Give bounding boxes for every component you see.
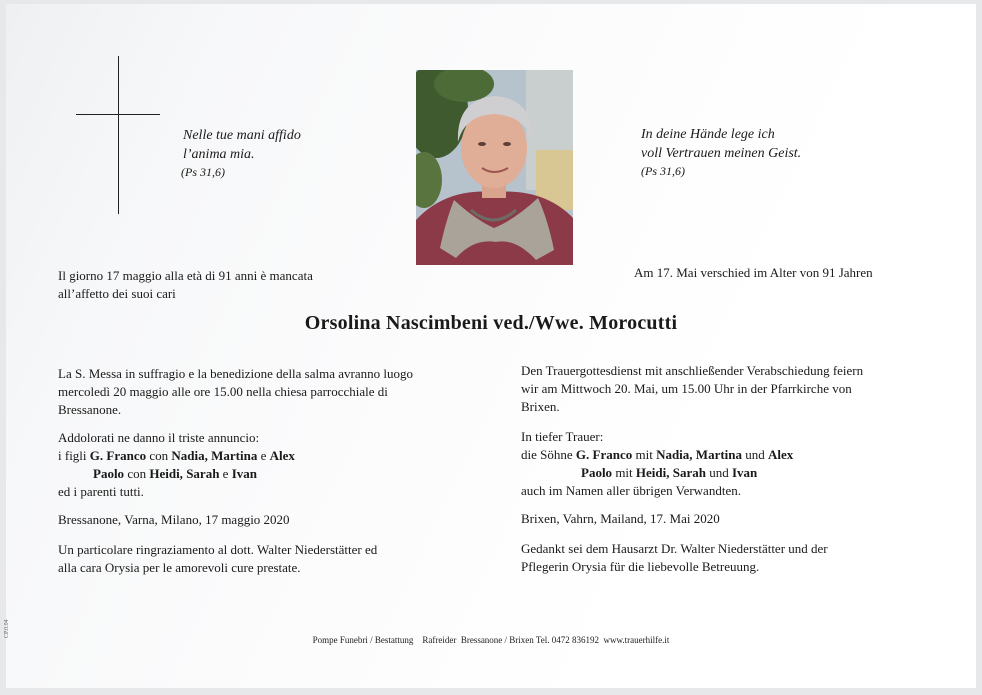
word-con: con	[127, 466, 147, 481]
mass-german-line2: wir am Mittwoch 20. Mai, um 15.00 Uhr in der Pfarrkirche von	[521, 381, 852, 396]
mourners-italian-relatives: ed i parenti tutti.	[58, 484, 144, 499]
word-und: und	[745, 447, 765, 462]
mourners-german	[521, 428, 793, 500]
children-prefix: i figli	[58, 448, 87, 463]
word-e: e	[222, 466, 229, 481]
name-paolo: Paolo	[581, 465, 613, 480]
mourners-german-children-2	[521, 464, 793, 482]
mourners-italian-children-2	[58, 465, 295, 483]
mourners-italian	[58, 429, 295, 501]
name-paolo: Paolo	[93, 466, 125, 481]
cross-icon	[118, 56, 119, 214]
funeral-home-footer: Pompe Funebri / Bestattung Rafreider Bressanone / Brixen Tel. 0472 836192 www.trauerhilfe.it	[312, 635, 670, 645]
name-sarah: Sarah	[672, 465, 706, 480]
mass-italian-line1: La S. Messa in suffragio e la benedizione della salma avranno luogo	[58, 366, 413, 381]
intro-italian-line1: Il giorno 17 maggio alla età di 91 anni è mancata	[58, 268, 313, 283]
name-ivan: Ivan	[731, 465, 758, 480]
verse-german	[641, 125, 801, 179]
place-date-german: Brixen, Vahrn, Mailand, 17. Mai 2020	[521, 511, 720, 526]
side-code: CP.0.04	[4, 619, 10, 638]
mass-german	[521, 362, 863, 416]
mourners-italian-heading: Addolorati ne danno il triste annuncio:	[58, 430, 260, 445]
name-franco: G. Franco	[89, 448, 147, 463]
name-martina: Martina	[695, 447, 743, 462]
mourners-german-heading: In tiefer Trauer:	[521, 429, 604, 444]
deceased-name: Orsolina Nascimbeni ved./Wwe. Morocutti	[304, 312, 678, 334]
mass-german-line3: Brixen.	[521, 399, 560, 414]
thanks-german-line2: Pflegerin Orysia für die liebevolle Betreuung.	[521, 559, 760, 574]
verse-italian	[183, 126, 301, 180]
thanks-german	[521, 540, 828, 576]
verse-italian-ref: (Ps 31,6)	[181, 165, 225, 179]
word-e: e	[260, 448, 267, 463]
word-und: und	[709, 465, 729, 480]
mass-italian	[58, 365, 413, 419]
verse-italian-line2: l’anima mia.	[183, 147, 255, 162]
portrait-photo	[416, 70, 573, 265]
children-prefix: die Söhne	[521, 447, 573, 462]
name-sarah: Sarah	[186, 466, 220, 481]
place-date-italian: Bressanone, Varna, Milano, 17 maggio 2020	[58, 512, 290, 527]
name-franco: G. Franco	[575, 447, 633, 462]
mass-german-line1: Den Trauergottesdienst mit anschließender Verabschiedung feiern	[521, 363, 864, 378]
thanks-italian	[58, 541, 377, 577]
word-mit: mit	[635, 447, 653, 462]
name-nadia: Nadia,	[171, 448, 208, 463]
word-con: con	[149, 448, 169, 463]
verse-german-line2: voll Vertrauen meinen Geist.	[641, 146, 802, 161]
name-heidi: Heidi,	[149, 466, 183, 481]
thanks-italian-line2: alla cara Orysia per le amorevoli cure prestate.	[58, 560, 301, 575]
verse-italian-line1: Nelle tue mani affido	[183, 128, 301, 143]
mass-italian-line2: mercoledì 20 maggio alle ore 15.00 nella chiesa parrocchiale di	[58, 384, 388, 399]
intro-italian-line2: all’affetto dei suoi cari	[58, 286, 176, 301]
name-ivan: Ivan	[231, 466, 257, 481]
mass-italian-line3: Bressanone.	[58, 402, 122, 417]
name-martina: Martina	[211, 448, 258, 463]
portrait-photo-image	[416, 70, 573, 265]
mourners-german-relatives: auch im Namen aller übrigen Verwandten.	[521, 483, 741, 498]
verse-german-line1: In deine Hände lege ich	[641, 127, 775, 142]
mourners-german-children	[521, 446, 793, 464]
thanks-german-line1: Gedankt sei dem Hausarzt Dr. Walter Niederstätter und der	[521, 541, 828, 556]
intro-german: Am 17. Mai verschied im Alter von 91 Jahren	[634, 265, 873, 280]
word-mit: mit	[615, 465, 633, 480]
name-alex: Alex	[768, 447, 794, 462]
intro-italian	[58, 267, 313, 303]
name-heidi: Heidi,	[635, 465, 670, 480]
name-nadia: Nadia,	[656, 447, 693, 462]
name-alex: Alex	[269, 448, 295, 463]
verse-german-ref: (Ps 31,6)	[641, 164, 685, 178]
thanks-italian-line1: Un particolare ringraziamento al dott. Walter Niederstätter ed	[58, 542, 378, 557]
cross-icon-bar	[76, 114, 160, 115]
mourners-italian-children	[58, 447, 295, 465]
